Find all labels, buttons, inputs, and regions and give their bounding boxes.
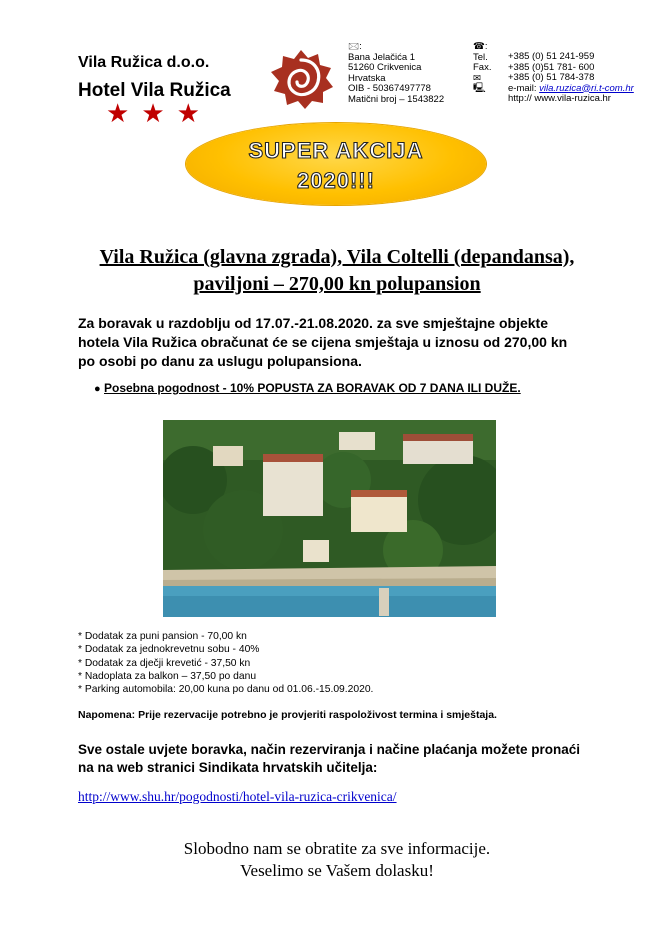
star-rating <box>106 100 200 126</box>
contact-values <box>508 52 634 105</box>
promo-line-1: SUPER AKCIJA <box>248 138 424 163</box>
mail-icon: 🖂: <box>348 41 362 52</box>
fax-number: +385 (0) 51 784-378 <box>508 72 595 83</box>
star-icon: ★ <box>106 98 130 128</box>
hotel-name: Hotel Vila Ružica <box>78 80 231 101</box>
special-offer: Posebna pogodnost - 10% POPUSTA ZA BORAVAK OD 7 DANA ILI DUŽE. <box>104 381 521 395</box>
shu-link[interactable]: http://www.shu.hr/pogodnosti/hotel-vila-ruzica-crikvenica/ <box>78 789 397 804</box>
hotel-photo <box>163 420 496 617</box>
company-name: Vila Ružica d.o.o. <box>78 54 210 71</box>
email-label: e-mail: <box>508 82 540 94</box>
registration-number: Matični broj – 1543822 <box>348 93 445 105</box>
other-info: Sve ostale uvjete boravka, način rezerviranja i načine plaćanja možete pronaći na na web stranici Sindikata hrvatskih učitelja: <box>78 742 580 775</box>
phone-icon: ☎: <box>473 41 488 52</box>
email-link[interactable]: vila.ruzica@ri.t-com.hr <box>539 82 634 94</box>
fax-label: Fax. <box>473 62 492 73</box>
note-item: * Dodatak za puni pansion - 70,00 kn <box>78 631 247 642</box>
offer-headline: Vila Ružica (glavna zgrada), Vila Coltelli (depandansa), paviljoni – 270,00 kn polupansion <box>99 246 575 295</box>
note-item: * Parking automobila: 20,00 kuna po danu od 01.06.-15.09.2020. <box>78 684 374 696</box>
bullet-icon: ● <box>94 383 101 395</box>
price-notes <box>78 630 373 696</box>
note-item: * Dodatak za jednokrevetnu sobu - 40% <box>78 644 260 656</box>
tel-label: Tel. <box>473 51 488 63</box>
web-icon: 🖳 <box>473 83 486 94</box>
rose-logo-icon <box>266 46 336 112</box>
note-item: * Nadoplata za balkon – 37,50 po danu <box>78 670 257 682</box>
note-item: * Dodatak za dječji krevetić - 37,50 kn <box>78 657 251 669</box>
promo-line-2: 2020!!! <box>297 168 375 193</box>
oib: OIB - 50367497778 <box>348 83 431 94</box>
website[interactable]: http:// www.vila-ruzica.hr <box>508 93 611 104</box>
closing-line-1: Slobodno nam se obratite za sve informacije. <box>183 839 491 858</box>
phone-number: +385 (0) 51 241-959 <box>508 51 595 62</box>
promo-text <box>186 136 486 196</box>
email-icon: ✉ <box>473 72 481 84</box>
contact-labels <box>473 42 491 95</box>
address-line: Bana Jelačića 1 <box>348 51 416 63</box>
address-line: Hrvatska <box>348 72 386 84</box>
star-icon: ★ <box>176 98 200 128</box>
address-line: 51260 Crikvenica <box>348 62 422 73</box>
phone-number: +385 (0)51 781- 600 <box>508 61 595 73</box>
reservation-note: Napomena: Prije rezervacije potrebno je provjeriti raspoloživost termina i smještaja. <box>78 709 497 721</box>
address-block <box>348 42 444 105</box>
closing-line-2: Veselimo se Vašem dolasku! <box>240 861 434 880</box>
star-icon: ★ <box>141 98 165 128</box>
offer-intro: Za boravak u razdoblju od 17.07.-21.08.2020. za sve smještajne objekte hotela Vila Ružica obračunat će se cijena smještaja u iznosu od 270,00 kn po osobi po danu za uslugu polupansiona. <box>78 315 568 369</box>
closing-message <box>70 838 604 882</box>
